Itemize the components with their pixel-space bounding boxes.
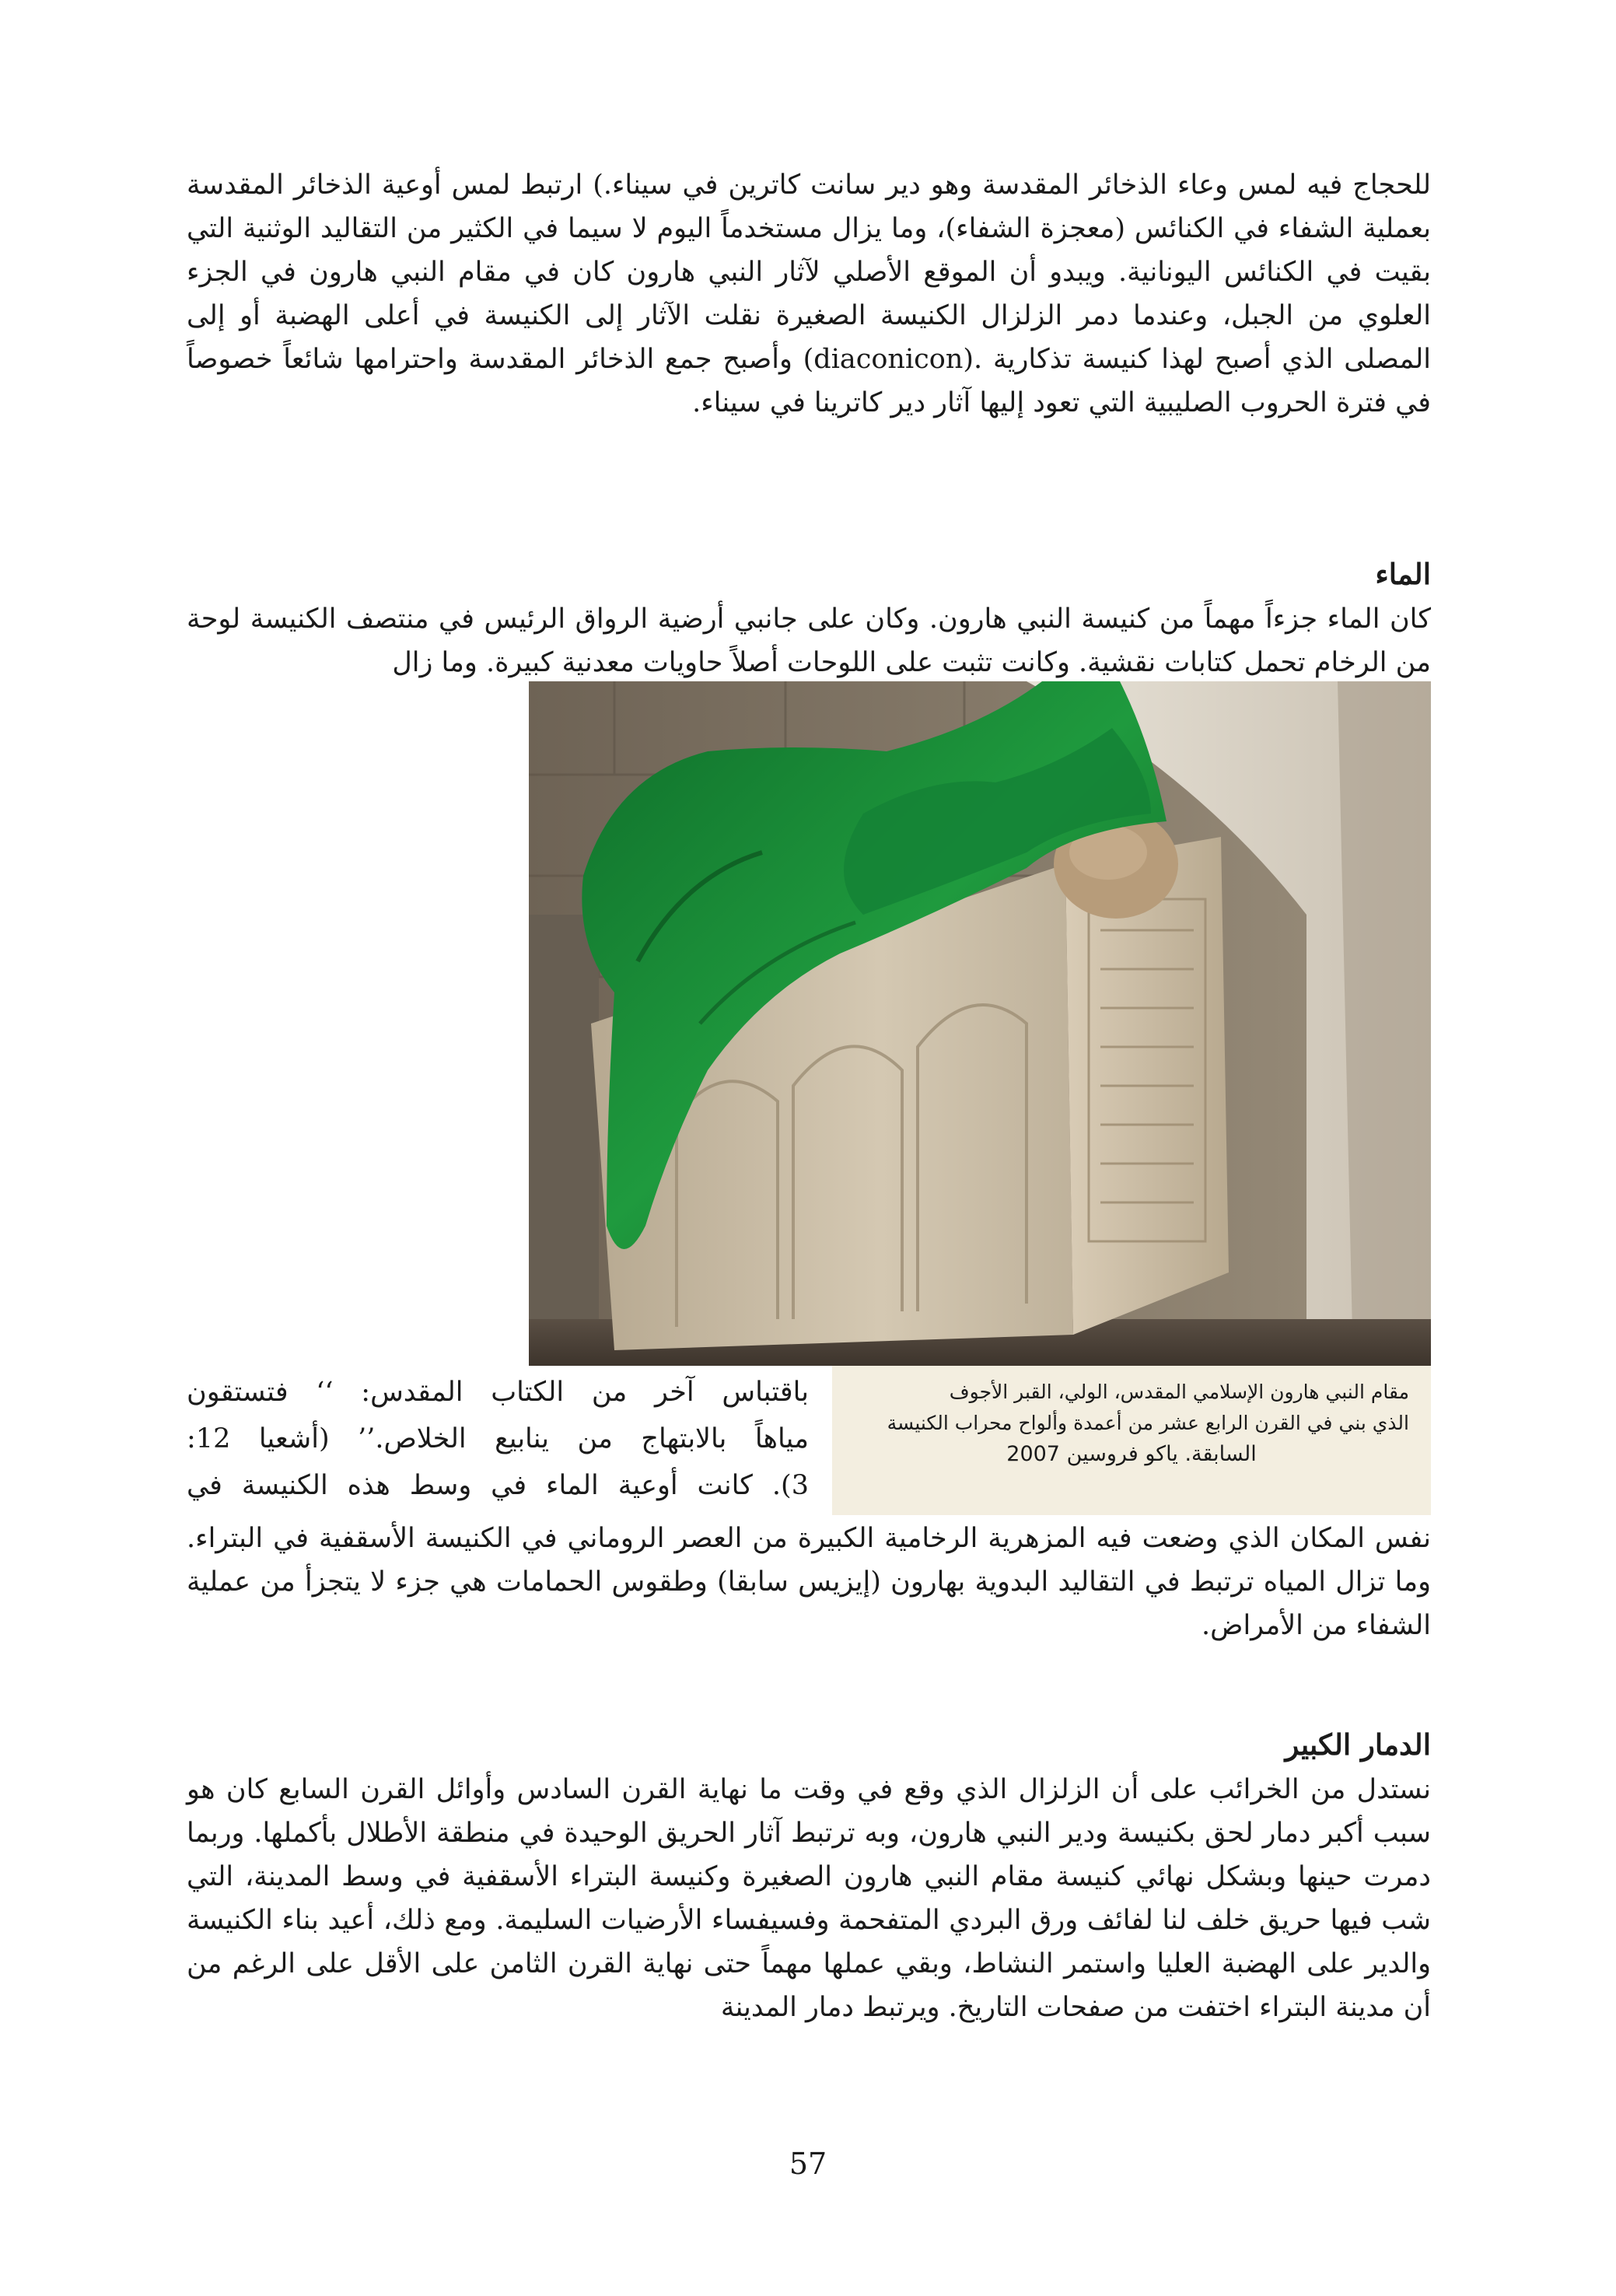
caption-line: مقام النبي هارون الإسلامي المقدس، الولي، القبر الأجوف (949, 1381, 1409, 1403)
water-closing-paragraph: نفس المكان الذي وضعت فيه المزهرية الرخامية الكبيرة من العصر الروماني في الكنيسة الأسقفية في البتراء. وما تزال المياه ترتبط في التقاليد البدوية بهارون (إيزيس سابقا) وطقوس الحمامات هي جزء لا يتجزأ من عملية الشفاء من الأمراض. (187, 1523, 1431, 1641)
wrap-line: 3). كانت أوعية الماء في وسط هذه الكنيسة في (187, 1470, 809, 1501)
wrap-line: مياهاً بالابتهاج من ينابيع الخلاص.’’ (أشعيا 12: (187, 1423, 809, 1454)
caption-credit-line: السابقة. ياكو فروسين 2007 (1006, 1442, 1257, 1466)
tomb-photograph (529, 681, 1431, 1366)
destruction-heading: الدمار الكبير (1285, 1727, 1431, 1762)
tomb-photograph-drawing (529, 681, 1431, 1366)
figure-caption (832, 1366, 1431, 1515)
caption-line: الذي بني في القرن الرابع عشر من أعمدة وألواح محراب الكنيسة (887, 1412, 1409, 1434)
wrap-line: باقتباس آخر من الكتاب المقدس: ‘‘ فتستقون (187, 1377, 809, 1408)
water-wrap-column (187, 1369, 809, 1509)
page-number: 57 (789, 2147, 827, 2181)
destruction-paragraph: نستدل من الخرائب على أن الزلزال الذي وقع في وقت ما نهاية القرن السادس وأوائل القرن السابع كان هو سبب أكبر دمار لحق بكنيسة ودير النبي هارون، وبه ترتبط آثار الحريق الوحيدة في منطقة الأطلال بأكملها. وربما دمرت حينها وبشكل نهائي كنيسة مقام النبي هارون الصغيرة وكنيسة البتراء الأسقفية في وسط المدينة، التي شب فيها حريق خلف لنا لفائف ورق البردي المتفحمة وفسيفساء الأرضيات السليمة. ومع ذلك، أعيد بناء الكنيسة والدير على الهضبة العليا واستمر النشاط، وبقي عملها مهماً حتى نهاية القرن الثامن على الأقل على الرغم من أن مدينة البتراء اختفت من صفحات التاريخ. ويرتبط دمار المدينة (187, 1774, 1431, 2023)
water-heading: الماء (1375, 557, 1431, 591)
intro-paragraph: للحجاج فيه لمس وعاء الذخائر المقدسة وهو دير سانت كاترين في سيناء.) ارتبط لمس أوعية الذخائر المقدسة بعملية الشفاء في الكنائس (معجزة الشفاء)، وما يزال مستخدماً اليوم لا سيما في الكثير من التقاليد الوثنية التي بقيت في الكنائس اليونانية. ويبدو أن الموقع الأصلي لآثار النبي هارون كان في مقام النبي هارون في الجزء العلوي من الجبل، وعندما دمر الزلزال الكنيسة الصغيرة نقلت الآثار إلى الكنيسة في أعلى الهضبة أو إلى المصلى الذي أصبح لهذا كنيسة تذكارية .(diaconicon) وأصبح جمع الذخائر المقدسة واحترامها شائعاً خصوصاً في فترة الحروب الصليبية التي تعود إليها آثار دير كاترينا في سيناء. (187, 170, 1431, 418)
water-intro-paragraph: كان الماء جزءاً مهماً من كنيسة النبي هارون. وكان على جانبي أرضية الرواق الرئيس في منتصف الكنيسة لوحة من الرخام تحمل كتابات نقشية. وكانت تثبت على اللوحات أصلاً حاويات معدنية كبيرة. وما زال (187, 604, 1431, 678)
